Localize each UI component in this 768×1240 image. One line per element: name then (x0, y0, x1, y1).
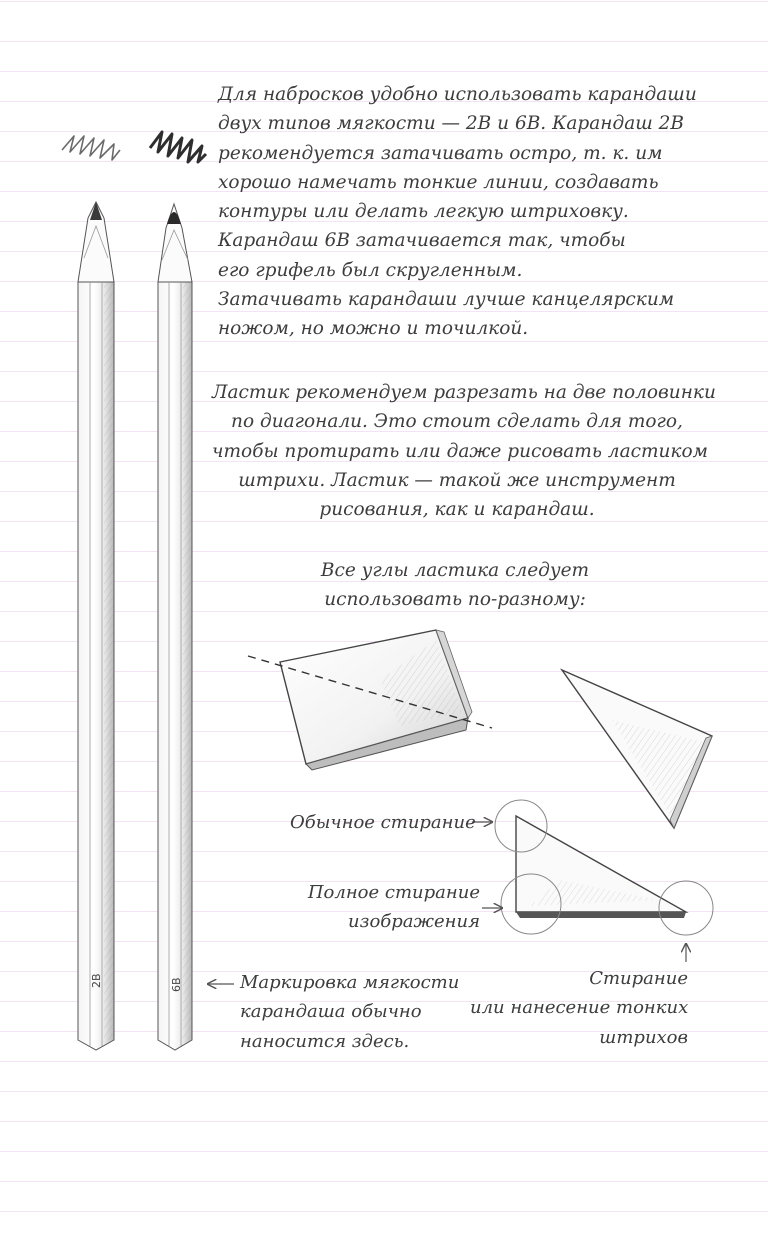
pencil-6b-mark: 6В (170, 977, 183, 992)
eraser-half-upright (562, 670, 712, 828)
label-normal-erase: Обычное стирание (290, 812, 476, 833)
label-full-erase (300, 878, 480, 937)
scribble-6b-icon (150, 132, 206, 162)
intro-line: двух типов мягкости — 2В и 6В. Карандаш 2В (218, 113, 684, 135)
intro-line: хорошо намечать тонкие линии, создавать (218, 171, 659, 193)
corners-paragraph (310, 556, 600, 615)
label-full-erase-line: Полное стирание (307, 882, 480, 903)
label-softness-marking (240, 968, 459, 1056)
pencil-2b (78, 202, 114, 1050)
intro-line: Затачивать карандаши лучше канцелярским (218, 289, 675, 311)
intro-line: контуры или делать легкую штриховку. (218, 201, 629, 223)
eraser-line: Ластик рекомендуем разрезать на две половинки (212, 382, 716, 403)
eraser-whole (248, 630, 492, 770)
eraser-line: по диагонали. Это стоит сделать для того, (231, 411, 683, 433)
corners-line: использовать по-разному: (324, 589, 586, 611)
label-softness-line: Маркировка мягкости (240, 972, 460, 993)
label-softness-line: карандаша обычно (240, 1001, 422, 1023)
eraser-line: рисования, как и карандаш. (319, 499, 595, 521)
label-thin-line: штрихов (599, 1026, 688, 1048)
eraser-line: штрихи. Ластик — такой же инструмент (238, 469, 676, 491)
label-full-erase-line: изображения (348, 911, 480, 933)
corners-line: Все углы ластика следует (320, 560, 590, 581)
pencil-6b (158, 204, 192, 1050)
intro-line: Карандаш 6В затачивается так, чтобы (218, 230, 626, 252)
label-thin-erase (470, 964, 688, 1052)
label-thin-line: или нанесение тонких (470, 997, 689, 1019)
label-thin-line: Стирание (589, 968, 688, 989)
eraser-line: чтобы протирать или даже рисовать ластиком (212, 440, 708, 462)
intro-paragraph (218, 80, 738, 344)
intro-line: рекомендуется затачивать остро, т. к. им (218, 142, 663, 164)
intro-line: его грифель был скругленным. (218, 259, 523, 281)
pencil-2b-mark: 2В (90, 973, 103, 988)
eraser-paragraph (212, 378, 716, 524)
intro-line: ножом, но можно и точилкой. (218, 318, 529, 340)
label-softness-line: наносится здесь. (240, 1030, 410, 1052)
scribble-2b-icon (62, 136, 120, 160)
eraser-half-corners (495, 800, 713, 935)
intro-line: Для набросков удобно использовать карандаши (218, 84, 697, 105)
